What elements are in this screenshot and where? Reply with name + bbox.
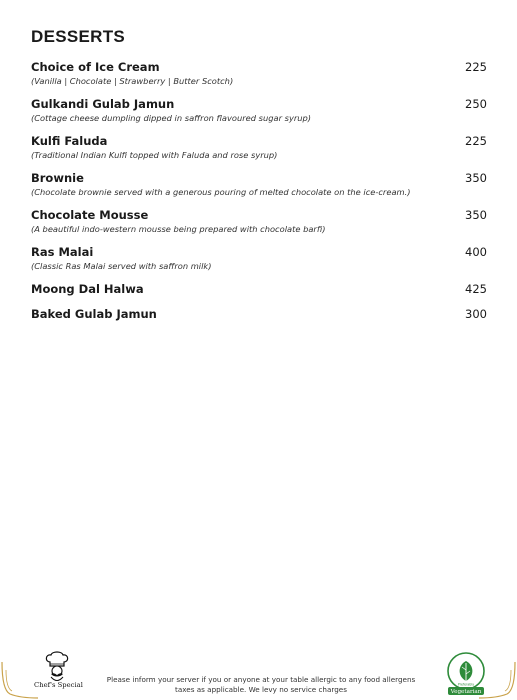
vegetarian-badge bbox=[443, 650, 489, 696]
section-title: DESSERTS bbox=[31, 27, 126, 46]
vegetarian-leaf-icon bbox=[443, 650, 489, 696]
item-price: 425 bbox=[465, 282, 487, 296]
item-price: 350 bbox=[465, 171, 487, 185]
vegetarian-label: Vegetarian bbox=[450, 689, 482, 695]
item-price: 250 bbox=[465, 97, 487, 111]
allergen-notice bbox=[96, 675, 426, 695]
item-description: (Traditional Indian Kulfi topped with Faluda and rose syrup) bbox=[31, 150, 278, 160]
item-name: Kulfi Faluda bbox=[31, 134, 108, 148]
item-price: 350 bbox=[465, 208, 487, 222]
item-description: (Vanilla | Chocolate | Strawberry | Butter Scotch) bbox=[31, 76, 234, 86]
menu-item bbox=[31, 245, 487, 272]
item-description: (A beautiful indo-western mousse being prepared with chocolate barfi) bbox=[31, 224, 326, 234]
item-name: Chocolate Mousse bbox=[31, 208, 149, 222]
item-name: Baked Gulab Jamun bbox=[31, 307, 157, 321]
item-description: (Cottage cheese dumpling dipped in saffron flavoured sugar syrup) bbox=[31, 113, 312, 123]
item-name: Ras Malai bbox=[31, 245, 94, 259]
allergen-notice-line-1: Please inform your server if you or anyone at your table allergic to any food allergens bbox=[106, 675, 416, 684]
chefs-special-badge bbox=[34, 650, 83, 696]
item-description: (Classic Ras Malai served with saffron milk) bbox=[31, 261, 212, 271]
item-name: Moong Dal Halwa bbox=[31, 282, 144, 296]
chef-hat-icon bbox=[42, 650, 72, 682]
item-name: Brownie bbox=[31, 171, 84, 185]
dessert-menu-list bbox=[31, 60, 487, 322]
chefs-special-label: Chef's Special bbox=[34, 681, 83, 689]
item-price: 400 bbox=[465, 245, 487, 259]
item-description: (Chocolate brownie served with a generous pouring of melted chocolate on the ice-cream.) bbox=[31, 187, 411, 197]
menu-item bbox=[31, 307, 487, 322]
menu-item bbox=[31, 171, 487, 198]
menu-item bbox=[31, 134, 487, 161]
menu-item bbox=[31, 60, 487, 87]
item-name: Gulkandi Gulab Jamun bbox=[31, 97, 175, 111]
menu-item bbox=[31, 282, 487, 297]
item-price: 225 bbox=[465, 134, 487, 148]
item-name: Choice of Ice Cream bbox=[31, 60, 160, 74]
item-price: 300 bbox=[465, 307, 487, 321]
menu-item bbox=[31, 208, 487, 235]
menu-item bbox=[31, 97, 487, 124]
item-price: 225 bbox=[465, 60, 487, 74]
veg-small-label: Preferably bbox=[457, 682, 475, 687]
allergen-notice-line-2: taxes as applicable. We levy no service charges bbox=[175, 685, 347, 694]
